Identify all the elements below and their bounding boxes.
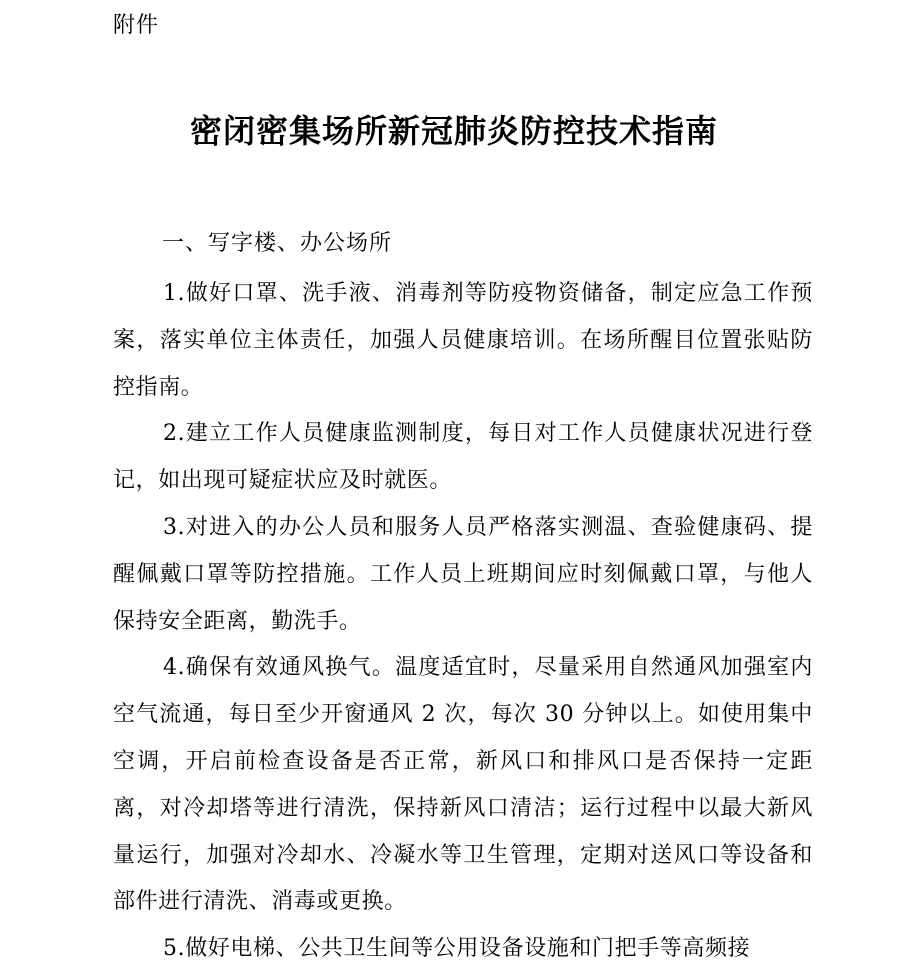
paragraph: 1.做好口罩、洗手液、消毒剂等防疫物资储备，制定应急工作预案，落实单位主体责任，加强人员健康培训。在场所醒目位置张贴防控指南。: [113, 281, 813, 400]
section-heading: 一、写字楼、办公场所: [162, 231, 393, 256]
paragraph: 5.做好电梯、公共卫生间等公用设备设施和门把手等高频接: [163, 936, 751, 962]
attachment-label: 附件: [113, 13, 160, 38]
document-body: [113, 271, 813, 973]
document-title: 密闭密集场所新冠肺炎防控技术指南: [189, 112, 718, 150]
paragraph: 2.建立工作人员健康监测制度，每日对工作人员健康状况进行登记，如出现可疑症状应及时就医。: [113, 421, 813, 494]
paragraph: 3.对进入的办公人员和服务人员严格落实测温、查验健康码、提醒佩戴口罩等防控措施。工作人员上班期间应时刻佩戴口罩，与他人保持安全距离，勤洗手。: [113, 514, 813, 634]
paragraph: 4.确保有效通风换气。温度适宜时，尽量采用自然通风加强室内空气流通，每日至少开窗通风 2 次，每次 30 分钟以上。如使用集中空调，开启前检查设备是否正常，新风口和排风口是否保持一定距离，对冷却塔等进行清洗，保持新风口清洁；运行过程中以最大新风量运行，加强对冷却水、冷凝水等卫生管理，定期对送风口等设备和部件进行清洗、消毒或更换。: [113, 655, 813, 915]
